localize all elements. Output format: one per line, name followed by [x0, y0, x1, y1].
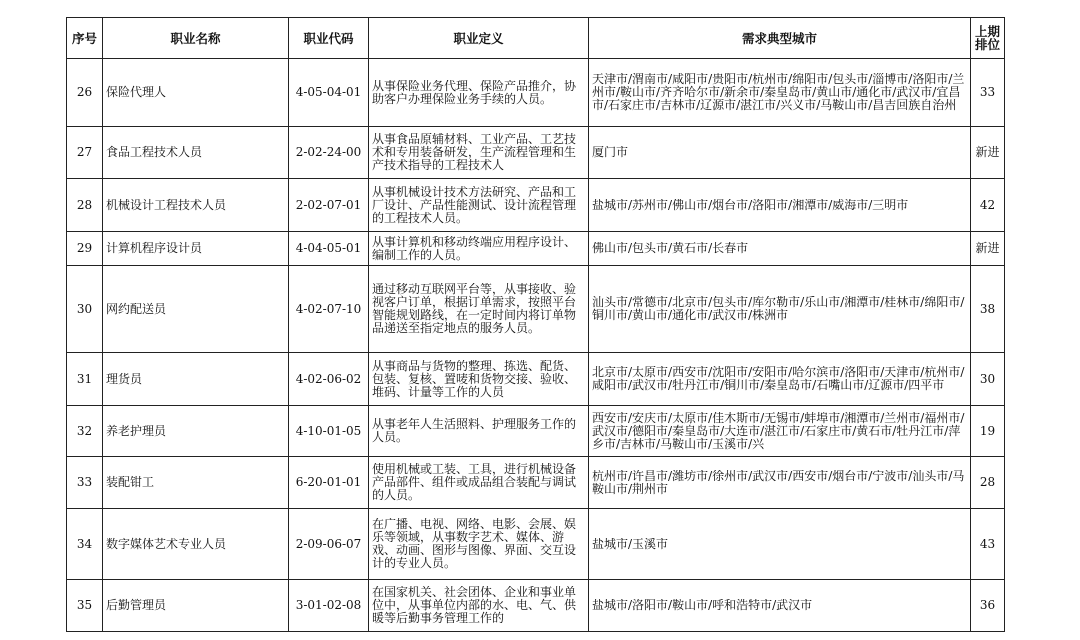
table-row: [67, 509, 1005, 580]
occupation-code: 3-01-02-08: [289, 580, 369, 632]
occupation-definition: 从事老年人生活照料、护理服务工作的人员。: [372, 418, 577, 444]
occupation-name: 机械设计工程技术人员: [103, 179, 289, 232]
previous-rank: 19: [971, 406, 1005, 457]
row-number: 28: [67, 179, 103, 232]
table-row: [67, 179, 1005, 232]
occupation-name: 数字媒体艺术专业人员: [103, 509, 289, 580]
demand-cities: 天津市/渭南市/咸阳市/贵阳市/杭州市/绵阳市/包头市/淄博市/洛阳市/兰州市/鞍山市/齐齐哈尔市/新余市/秦皇岛市/黄山市/通化市/武汉市/宜昌市/石家庄市/吉林市/辽源市/湛江市/兴义市/马鞍山市/昌吉回族自治州: [592, 73, 965, 112]
occupation-name: 食品工程技术人员: [103, 127, 289, 179]
previous-rank: 36: [971, 580, 1005, 632]
demand-cities: 厦门市: [592, 146, 629, 159]
occupation-definition: 在国家机关、社会团体、企业和事业单位中，从事单位内部的水、电、气、供暖等后勤事务管理工作的: [372, 586, 577, 625]
table-row: [67, 353, 1005, 406]
occupation-code: 4-05-04-01: [289, 59, 369, 127]
occupation-definition: 从事保险业务代理、保险产品推介，协助客户办理保险业务手续的人员。: [372, 79, 577, 106]
demand-cities: 佛山市/包头市/黄石市/长春市: [592, 242, 749, 255]
occupation-name: 保险代理人: [103, 59, 289, 127]
occupation-definition: 从事机械设计技术方法研究、产品和工厂设计、产品性能测试、设计流程管理的工程技术人员。: [372, 185, 577, 225]
occupation-name: 养老护理员: [103, 406, 289, 457]
previous-rank: 42: [971, 179, 1005, 232]
occupation-definition: 在广播、电视、网络、电影、会展、娱乐等领域，从事数字艺术、媒体、游戏、动画、图形与图像、界面、交互设计的专业人员。: [372, 518, 577, 570]
previous-rank: 新进: [971, 127, 1005, 179]
demand-cities: 西安市/安庆市/太原市/佳木斯市/无锡市/蚌埠市/湘潭市/兰州市/福州市/武汉市/德阳市/秦皇岛市/大连市/湛江市/石家庄市/黄石市/牡丹江市/萍乡市/吉林市/马鞍山市/玉溪市/兴: [592, 411, 965, 451]
occupation-definition: 从事食品原辅材料、工业产品、工艺技术和专用装备研发，生产流程管理和生产技术指导的工程技术人: [372, 133, 577, 172]
occupation-code: 4-10-01-05: [289, 406, 369, 457]
header-definition: 职业定义: [369, 18, 589, 59]
header-no: 序号: [67, 18, 103, 59]
occupation-code: 2-02-24-00: [289, 127, 369, 179]
table-row: [67, 232, 1005, 266]
demand-cities: 盐城市/玉溪市: [592, 537, 669, 551]
previous-rank: 新进: [971, 232, 1005, 266]
table-row: [67, 457, 1005, 509]
occupation-code: 2-09-06-07: [289, 509, 369, 580]
header-cities: 需求典型城市: [589, 18, 971, 59]
table-body: [67, 59, 1005, 632]
row-number: 29: [67, 232, 103, 266]
row-number: 30: [67, 266, 103, 353]
table-header-row: [67, 18, 1005, 59]
occupation-name: 计算机程序设计员: [103, 232, 289, 266]
occupation-name: 后勤管理员: [103, 580, 289, 632]
occupation-name: 装配钳工: [103, 457, 289, 509]
previous-rank: 28: [971, 457, 1005, 509]
table-row: [67, 127, 1005, 179]
table-row: [67, 406, 1005, 457]
row-number: 35: [67, 580, 103, 632]
table-row: [67, 59, 1005, 127]
demand-cities: 北京市/太原市/西安市/沈阳市/安阳市/哈尔滨市/洛阳市/天津市/杭州市/咸阳市/武汉市/牡丹江市/铜川市/秦皇岛市/石嘴山市/辽源市/四平市: [592, 366, 965, 392]
previous-rank: 38: [971, 266, 1005, 353]
demand-cities: 汕头市/常德市/北京市/包头市/库尔勒市/乐山市/湘潭市/桂林市/绵阳市/铜川市/黄山市/通化市/武汉市/株洲市: [592, 296, 965, 322]
header-rank: 上期 排位: [971, 18, 1005, 59]
occupation-code: 2-02-07-01: [289, 179, 369, 232]
demand-cities: 盐城市/苏州市/佛山市/烟台市/洛阳市/湘潭市/威海市/三明市: [592, 198, 909, 212]
row-number: 32: [67, 406, 103, 457]
occupation-code: 6-20-01-01: [289, 457, 369, 509]
row-number: 34: [67, 509, 103, 580]
demand-cities: 盐城市/洛阳市/鞍山市/呼和浩特市/武汉市: [592, 599, 813, 612]
occupation-code: 4-02-06-02: [289, 353, 369, 406]
occupation-code: 4-04-05-01: [289, 232, 369, 266]
previous-rank: 43: [971, 509, 1005, 580]
occupation-definition: 从事商品与货物的整理、拣选、配货、包装、复核、置唛和货物交接、验收、堆码、计量等工作的人员: [372, 359, 577, 399]
occupation-table: [66, 17, 1005, 632]
occupation-code: 4-02-07-10: [289, 266, 369, 353]
header-name: 职业名称: [103, 18, 289, 59]
occupation-name: 理货员: [103, 353, 289, 406]
row-number: 31: [67, 353, 103, 406]
demand-cities: 杭州市/许昌市/潍坊市/徐州市/武汉市/西安市/烟台市/宁波市/汕头市/马鞍山市/荆州市: [592, 469, 965, 496]
table-row: [67, 580, 1005, 632]
row-number: 26: [67, 59, 103, 127]
occupation-definition: 从事计算机和移动终端应用程序设计、编制工作的人员。: [372, 235, 577, 262]
previous-rank: 33: [971, 59, 1005, 127]
row-number: 33: [67, 457, 103, 509]
occupation-definition: 通过移动互联网平台等，从事接收、验视客户订单，根据订单需求，按照平台智能规划路线，在一定时间内将订单物品递送至指定地点的服务人员。: [372, 283, 577, 335]
header-code: 职业代码: [289, 18, 369, 59]
previous-rank: 30: [971, 353, 1005, 406]
occupation-definition: 使用机械或工装、工具，进行机械设备产品部件、组件或成品组合装配与调试的人员。: [372, 463, 577, 502]
row-number: 27: [67, 127, 103, 179]
table-row: [67, 266, 1005, 353]
occupation-name: 网约配送员: [103, 266, 289, 353]
